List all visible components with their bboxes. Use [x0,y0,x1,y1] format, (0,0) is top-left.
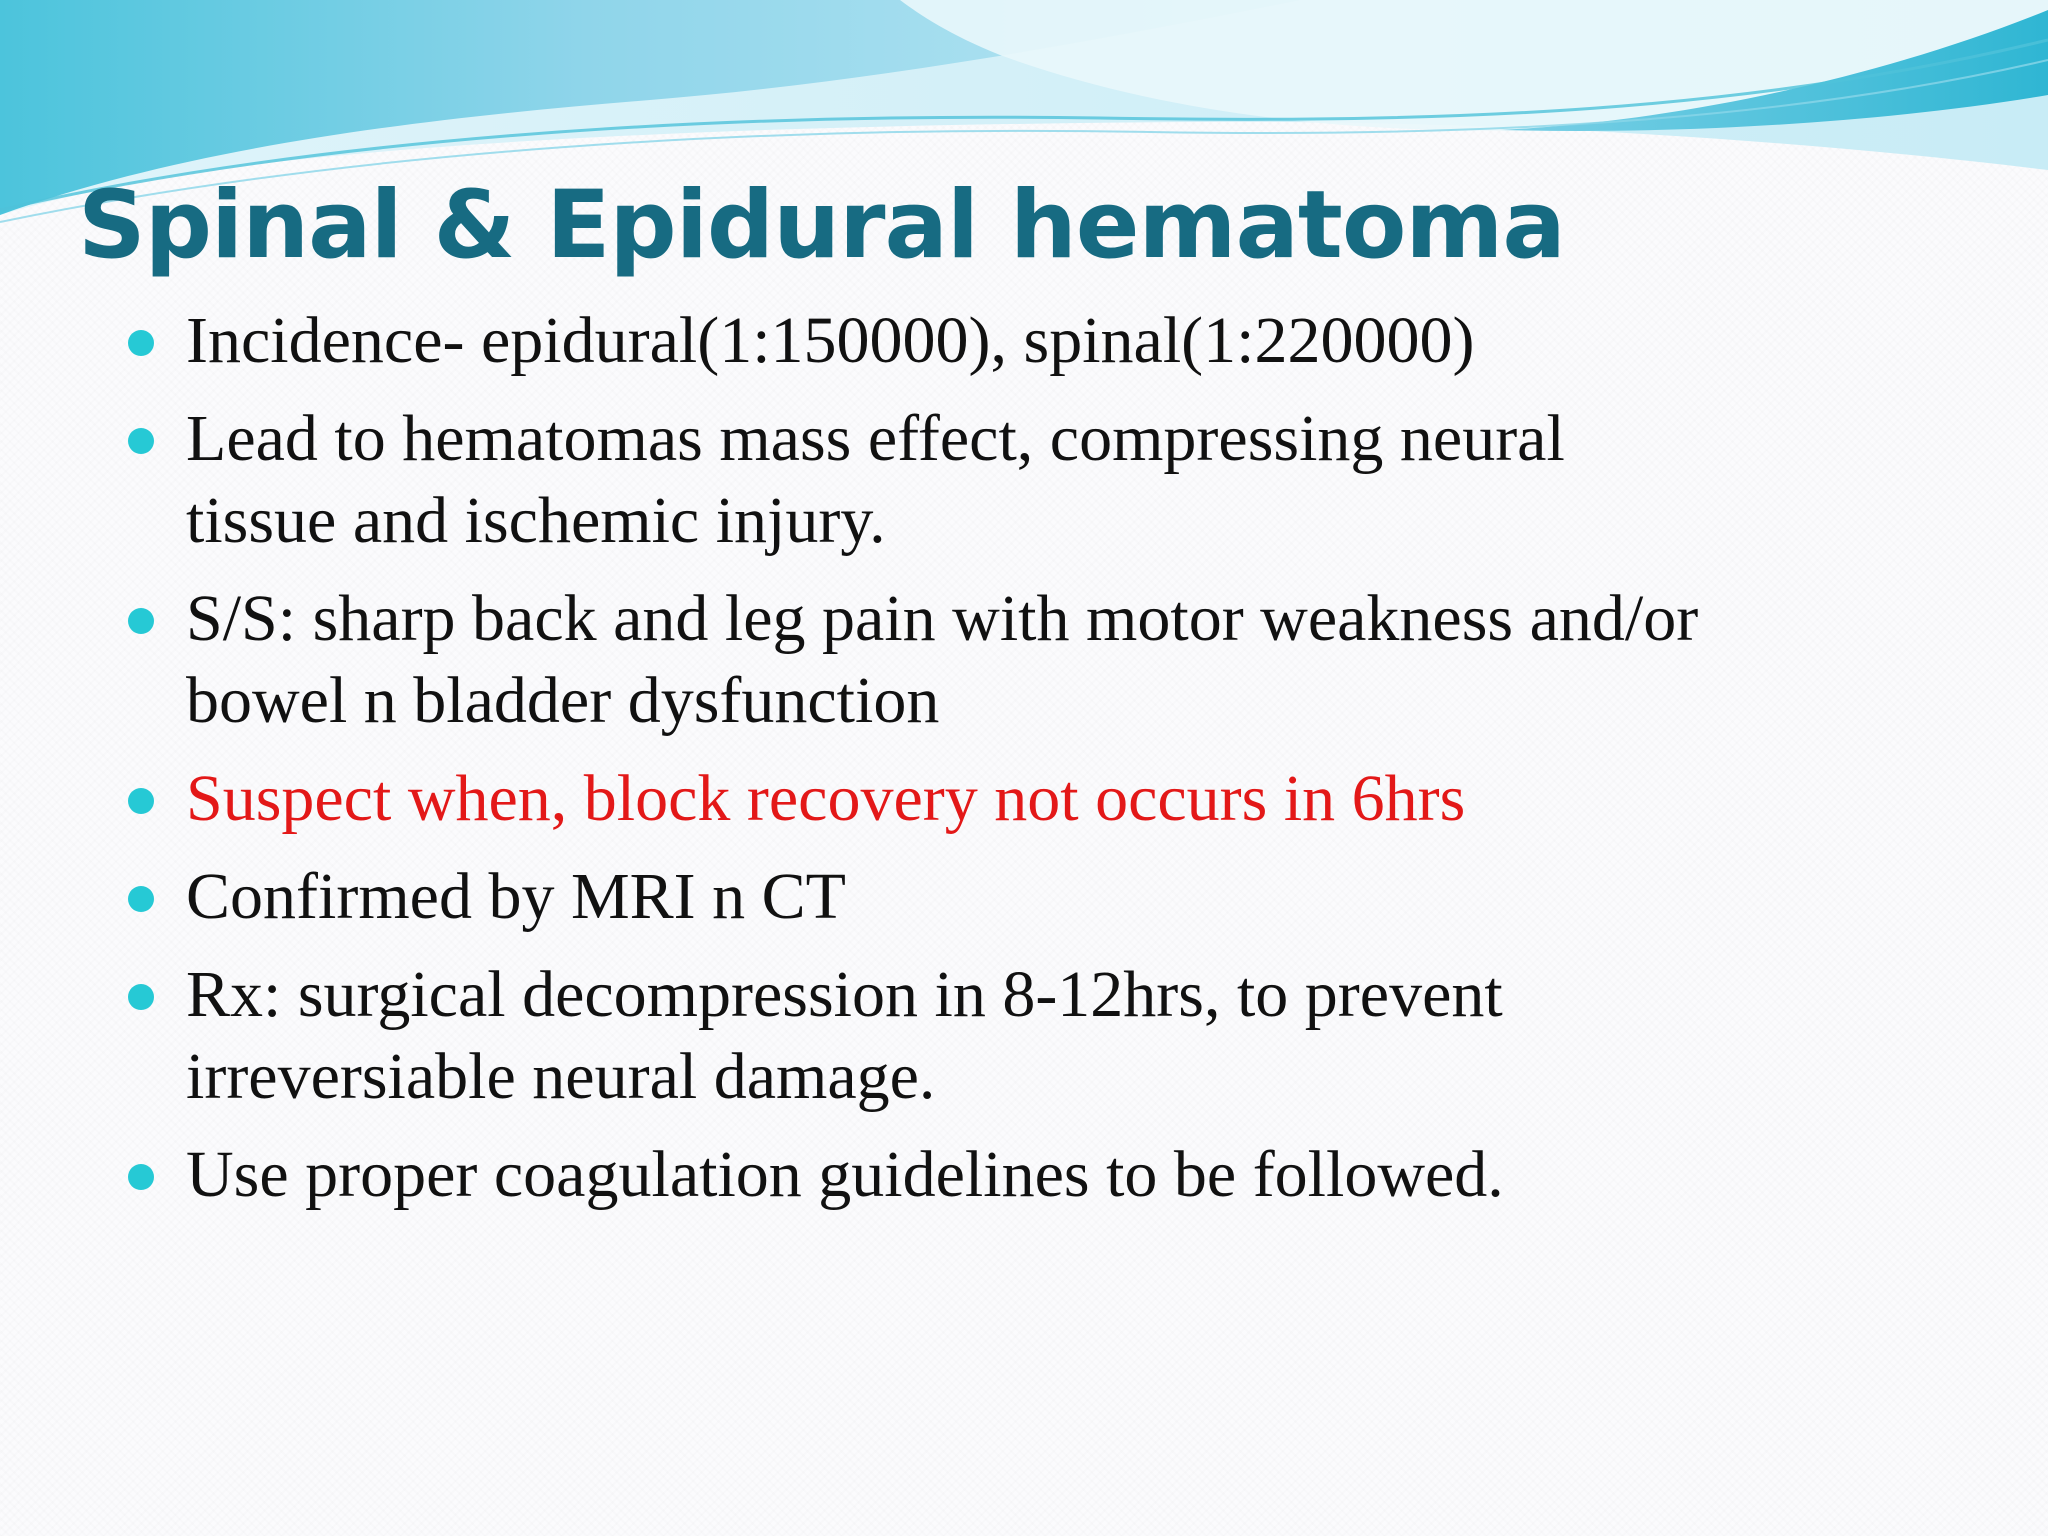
bullet-text: Suspect when, block recovery not occurs in 6hrs [186,762,1466,835]
bullet-item [126,954,1946,1118]
bullet-text: Lead to hematomas mass effect, compressing neural tissue and ischemic injury. [186,402,1565,557]
bullet-dot-icon [128,788,154,814]
bullet-dot-icon [128,1164,154,1190]
slide-title: Spinal & Epidural hematoma [78,171,1565,280]
bullet-text: Incidence- epidural(1:150000), spinal(1:220000) [186,304,1475,377]
bullet-item [126,398,1946,562]
bullet-text: Use proper coagulation guidelines to be followed. [186,1138,1504,1211]
bullet-list [126,300,1946,1232]
bullet-item [126,300,1946,382]
bullet-dot-icon [128,608,154,634]
bullet-dot-icon [128,984,154,1010]
bullet-dot-icon [128,886,154,912]
bullet-text: Confirmed by MRI n CT [186,860,846,933]
bullet-item [126,758,1946,840]
bullet-dot-icon [128,330,154,356]
bullet-text: S/S: sharp back and leg pain with motor weakness and/or bowel n bladder dysfunction [186,582,1699,737]
bullet-dot-icon [128,428,154,454]
bullet-item [126,578,1946,742]
bullet-text: Rx: surgical decompression in 8-12hrs, to prevent irreversiable neural damage. [186,958,1503,1113]
bullet-item [126,1134,1946,1216]
bullet-item [126,856,1946,938]
